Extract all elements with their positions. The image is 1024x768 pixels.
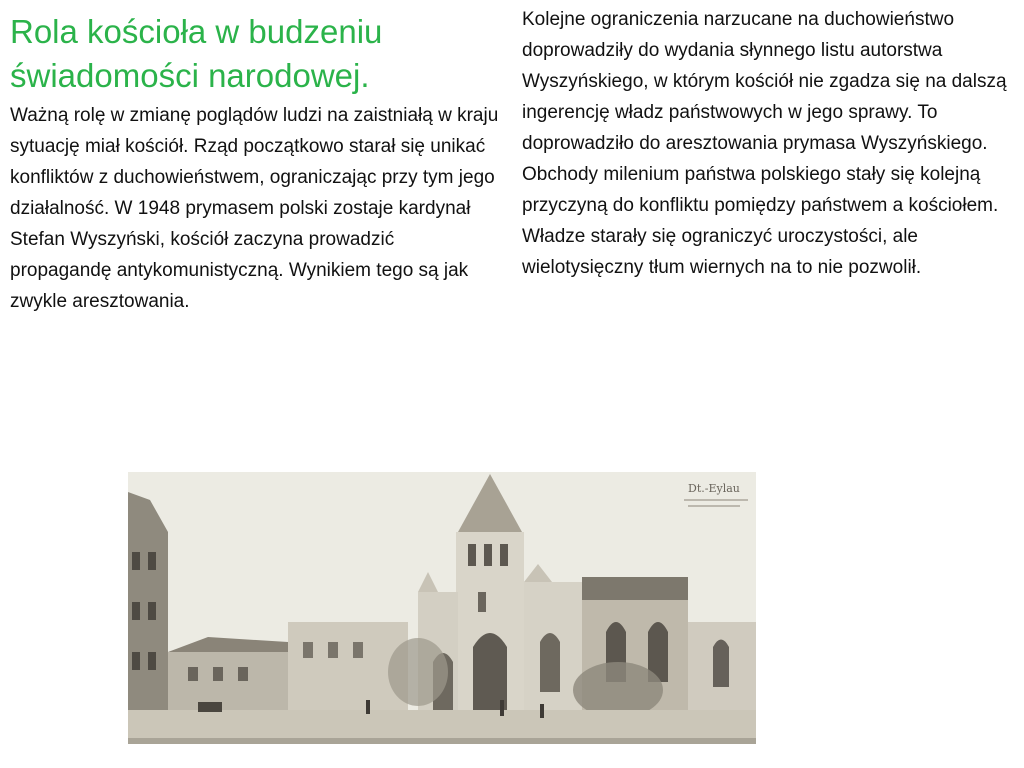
right-column (522, 4, 1014, 283)
church-photo-illustration (128, 472, 756, 744)
photo-stamp: Dt.-Eylau (688, 482, 740, 495)
title-line-1: Rola kościoła w budzeniu (10, 13, 383, 50)
title-line-2: świadomości narodowej. (10, 57, 370, 94)
church-photo (128, 472, 756, 744)
left-paragraph: Ważną rolę w zmianę poglądów ludzi na zaistniałą w kraju sytuację miał kościół. Rząd początkowo starał się unikać konfliktów z duchowieństwem, ograniczając przy tym jego działalność. W 1948 prymasem polski zostaje kardynał Stefan Wyszyński, kościół zaczyna prowadzić propagandę antykomunistyczną. Wynikiem tego są jak zwykle aresztowania. (10, 105, 499, 312)
right-paragraph: Kolejne ograniczenia narzucane na duchowieństwo doprowadziły do wydania słynnego listu autorstwa Wyszyńskiego, w którym kościół nie zgadza się na dalszą ingerencję władz państwowych w jego sprawy. To doprowadziło do aresztowania prymasa Wyszyńskiego. Obchody milenium państwa polskiego stały się kolejną przyczyną do konfliktu pomiędzy państwem a kościołem. Władze starały się ograniczyć uroczystości, ale wielotysięczny tłum wiernych na to nie pozwolił. (522, 9, 1007, 278)
slide-title (10, 10, 500, 98)
left-column (10, 10, 500, 317)
